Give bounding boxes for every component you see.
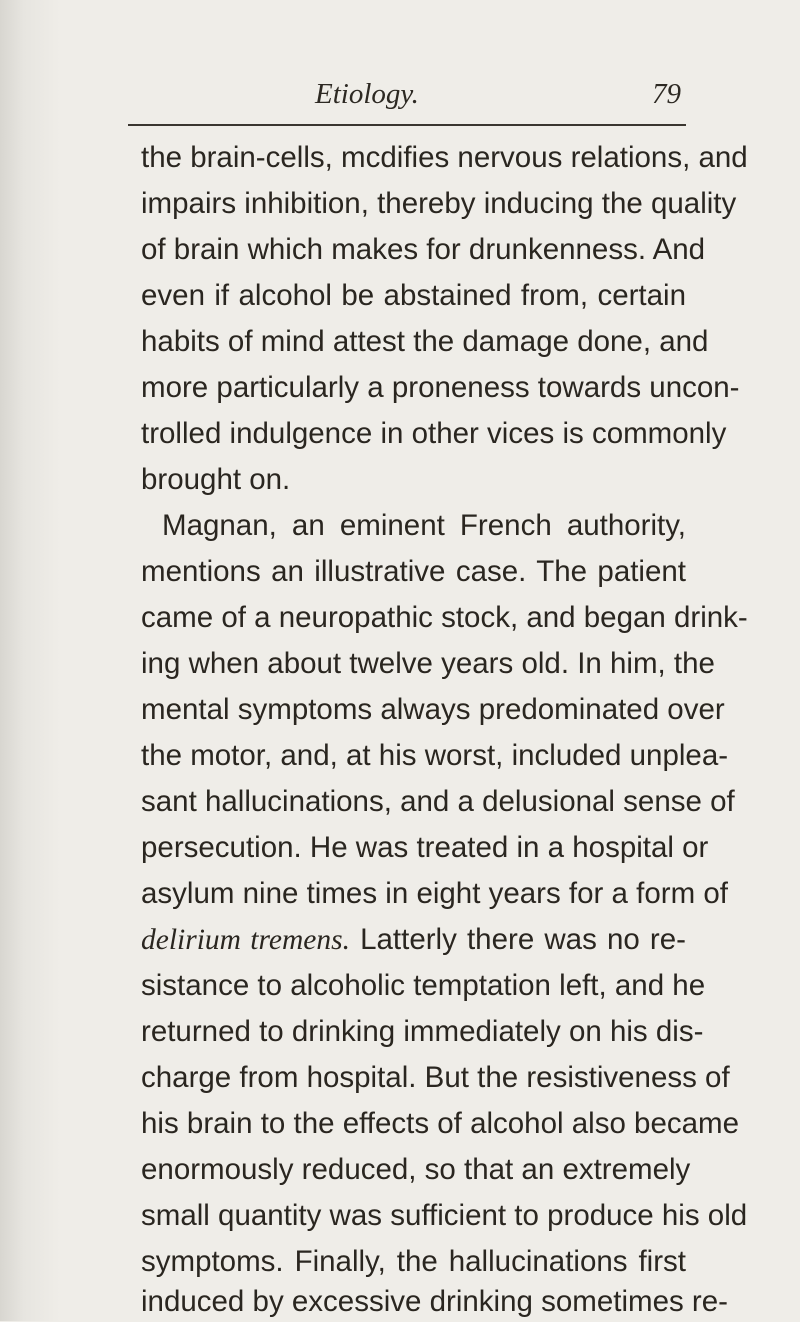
page-gutter-shadow [0,0,60,1321]
text-line: symptoms. Finally, the hallucinations first [141,1245,686,1278]
page-number: 79 [652,78,681,110]
text-line: even if alcohol be abstained from, certain [141,279,686,312]
text-line: of brain which makes for drunkenness. And [141,233,706,266]
text-line: returned to drinking immediately on his dis- [141,1015,704,1048]
header-rule [128,124,686,126]
text-line: enormously reduced, so that an extremely [141,1153,691,1186]
text-line: brought on. [141,463,291,496]
text-line: mentions an illustrative case. The patient [141,555,686,588]
text-line [141,920,686,960]
text-line: the motor, and, at his worst, included unplea- [141,739,729,772]
italic-term: delirium tremens. [141,924,350,956]
text-line: ing when about twelve years old. In him, the [141,647,715,680]
text-line: asylum nine times in eight years for a form of [141,877,728,910]
text-line: trolled indulgence in other vices is commonly [141,417,727,450]
page-header [315,78,685,118]
text-line: Magnan, an eminent French authority, [162,509,686,542]
running-head: Etiology. [315,78,419,110]
text-line: habits of mind attest the damage done, and [141,325,709,358]
text-line: sistance to alcoholic temptation left, and he [141,969,706,1002]
text-line: more particularly a proneness towards uncon- [141,371,740,404]
text-line: persecution. He was treated in a hospital or [141,831,709,864]
text-line: charge from hospital. But the resistiveness of [141,1061,730,1094]
text-line: the brain-cells, mcdifies nervous relations, and [141,141,748,174]
text-line: mental symptoms always predominated over [141,693,725,726]
text-line: induced by excessive drinking sometimes re- [141,1285,728,1318]
text-line: impairs inhibition, thereby inducing the quality [141,187,737,220]
text-line: his brain to the effects of alcohol also became [141,1107,740,1140]
text-span: Latterly there was no re- [349,923,686,956]
text-line: sant hallucinations, and a delusional sense of [141,785,735,818]
text-line: small quantity was sufficient to produce his old [141,1199,748,1232]
text-line: came of a neuropathic stock, and began drink- [141,601,748,634]
